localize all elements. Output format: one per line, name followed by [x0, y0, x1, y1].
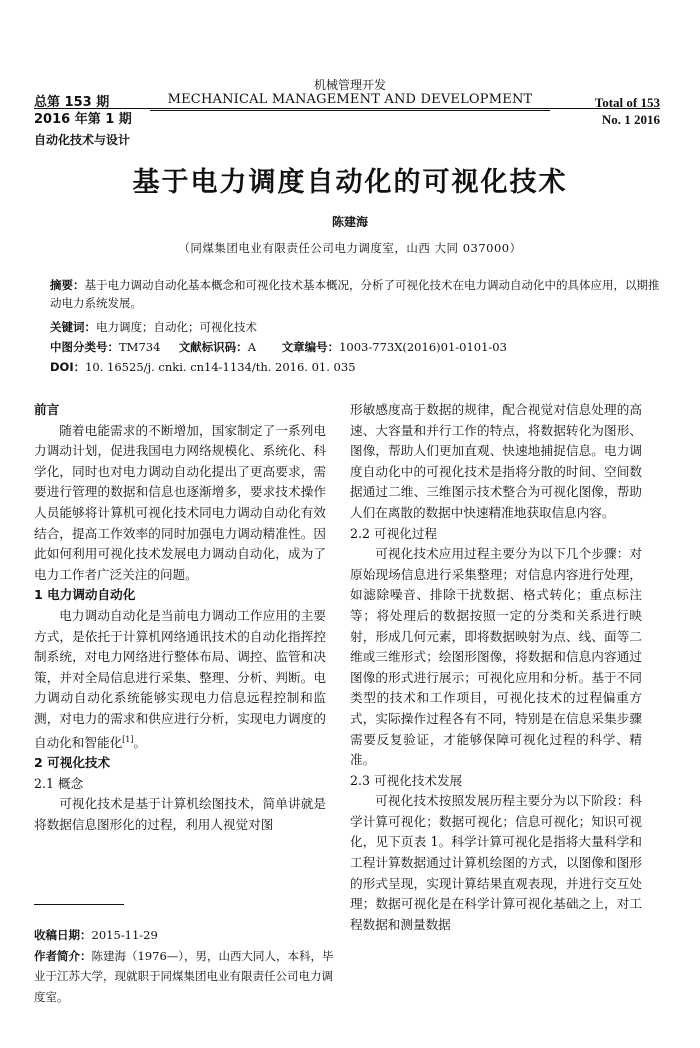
- abstract-text: 基于电力调动自动化基本概念和可视化技术基本概况，分析了可视化技术在电力调动自动化中的具体应用，以期推动电力系统发展。: [50, 278, 660, 310]
- journal-title-en: MECHANICAL MANAGEMENT AND DEVELOPMENT: [150, 92, 550, 111]
- heading-2-1: 2.1 概念: [34, 775, 84, 791]
- footnote-rule: [34, 904, 124, 905]
- author-bio: [34, 946, 334, 1008]
- article-no-label: 文章编号：: [281, 340, 340, 354]
- paragraph-2-1: 可视化技术是基于计算机绘图技术，简单讲就是将数据信息图形化的过程，利用人视觉对图: [34, 796, 326, 833]
- left-column: [34, 400, 326, 836]
- paragraph-1-text: 电力调动自动化是当前电力调动工作应用的主要方式，是依托于计算机网络通讯技术的自动化指挥控制系统，对电力网络进行整体布局、调控、监管和决策，并对全局信息进行采集、整理、分析、判断。电力调动自动化系统能够实现电力信息远程控制和监测，对电力的需求和供应进行分析，实现电力调度的自动化和智能化: [34, 607, 326, 750]
- heading-2: 2 可视化技术: [34, 755, 111, 771]
- issue-year: 2016 年第 1 期: [34, 112, 132, 127]
- keywords-text: 电力调度；自动化；可视化技术: [96, 320, 257, 334]
- received-label: 收稿日期：: [34, 928, 92, 942]
- classification: [50, 338, 660, 356]
- journal-header: [150, 78, 550, 111]
- author-bio-label: 作者简介：: [34, 948, 92, 963]
- clc-value: TM734: [119, 340, 161, 354]
- right-column: [350, 400, 642, 935]
- no-en: No. 1 2016: [601, 112, 660, 127]
- heading-preface: 前言: [34, 402, 60, 417]
- author: 陈建海: [331, 215, 368, 229]
- paragraph-2-3: 可视化技术按照发展历程主要分为以下阶段：科学计算可视化；数据可视化；信息可视化；知识可视化，见下页表 1。科学计算可视化是指将大量科学和工程计算数据通过计算机绘图的方式，以图像和图形的形式呈现，实现计算结果直观表现，并进行交互处理；数据可视化是在科学计算可视化基础之上，对工程数据和测量数据: [350, 793, 642, 932]
- citation-ref: [1]: [122, 734, 134, 744]
- abstract-label: 摘要：: [50, 278, 85, 292]
- doc-code-value: A: [247, 340, 256, 354]
- paragraph-2-2: 可视化技术应用过程主要分为以下几个步骤：对原始现场信息进行采集整理；对信息内容进行处理，如滤除噪音、排除干扰数据、格式转化；重点标注等；将处理后的数据按照一定的分类和关系进行映射，形成几何元素，即将数据映射为点、线、面等二维或三维形式；绘图形图像，将数据和信息内容通过图像的形式进行展示；可视化应用和分析。基于不同类型的技术和工作项目，可视化技术的过程偏重方式，实际操作过程各有不同，特别是在信息采集步骤需要反复验证，才能够保障可视化过程的科学、精准。: [350, 546, 642, 768]
- total-en: Total of 153: [594, 95, 660, 110]
- issue-total: 总第 153 期: [34, 95, 110, 110]
- issue-info: [34, 94, 132, 128]
- heading-2-2: 2.2 可视化过程: [350, 525, 438, 541]
- paragraph-preface: 随着电能需求的不断增加，国家制定了一系列电力调动计划，促进我国电力网络规模化、系统化、科学化，同时也对电力调动自动化提出了更高要求，需要进行管理的数据和信息也逐渐增多，要求技术操作人员能够将计算机可视化技术同电力调动自动化有效结合，提高工作效率的同时加强电力调动精准性。因此如何利用可视化技术发展电力调动自动化，成为了电力工作者广泛关注的问题。: [34, 422, 326, 582]
- journal-title-cn: 机械管理开发: [313, 78, 386, 92]
- doi: [50, 358, 660, 376]
- footnote: [34, 925, 334, 1007]
- paragraph-1: [34, 606, 326, 753]
- abstract: [50, 276, 660, 312]
- article-no-value: 1003-773X(2016)01-0101-03: [339, 340, 507, 354]
- header-rule: [34, 108, 660, 109]
- heading-2-3: 2.3 可视化技术发展: [350, 772, 463, 788]
- paper-title: 基于电力调度自动化的可视化技术: [132, 167, 568, 198]
- keywords: [50, 318, 660, 336]
- received-date: [34, 925, 334, 946]
- doc-code-label: 文献标识码：: [178, 340, 248, 354]
- clc-label: 中图分类号：: [50, 340, 119, 354]
- affiliation: （同煤集团电业有限责任公司电力调度室，山西 大同 037000）: [178, 241, 522, 255]
- author-bio-text: 陈建海（1976—），男，山西大同人，本科，毕业于江苏大学，现就职于同煤集团电业有限责任公司电力调度室。: [34, 948, 334, 1004]
- paragraph-2-1-continued: 形敏感度高于数据的规律，配合视觉对信息处理的高速、大容量和并行工作的特点，将数据转化为图形、图像，帮助人们更加直观、快速地捕捉信息。电力调度自动化中的可视化技术是指将分散的时间、空间数据通过二维、三维图示技术整合为可视化图像，帮助人们在离散的数据中快速精准地获取信息内容。: [350, 402, 642, 520]
- issue-info-en: [595, 94, 660, 128]
- paragraph-1-end: 。: [133, 734, 147, 750]
- keywords-label: 关键词：: [50, 320, 96, 334]
- doi-label: DOI：: [50, 360, 86, 374]
- section-label: 自动化技术与设计: [34, 133, 131, 147]
- received-value: 2015-11-29: [91, 928, 158, 942]
- doi-value: 10. 16525/j. cnki. cn14-1134/th. 2016. 01. 035: [85, 360, 356, 374]
- heading-1: 1 电力调动自动化: [34, 587, 136, 603]
